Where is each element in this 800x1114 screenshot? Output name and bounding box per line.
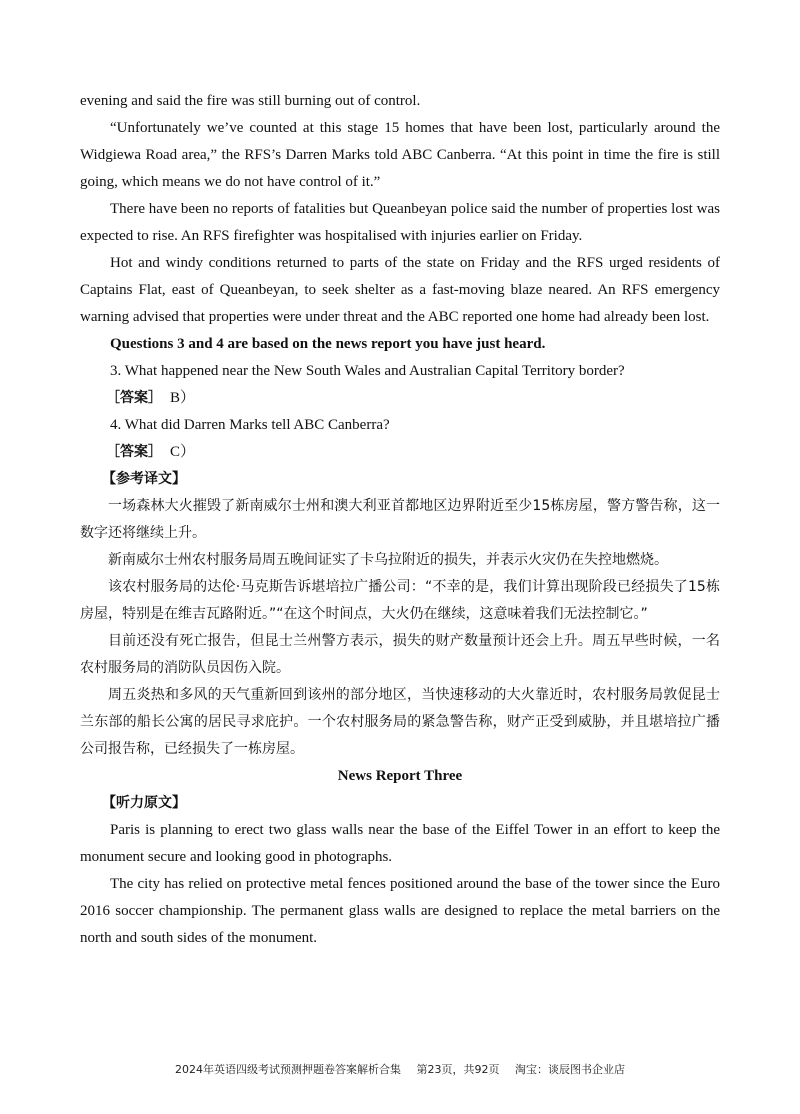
listening-transcript-heading: 【听力原文】 — [102, 795, 186, 811]
question-4: 4. What did Darren Marks tell ABC Canberra? — [110, 417, 390, 433]
paragraph-paris-glass-walls: Paris is planning to erect two glass walls near the base of the Eiffel Tower in an effort to keep the monument secure and looking good in photographs. — [80, 822, 720, 865]
footer-collection-title: 2024年英语四级考试预测押题卷答案解析合集 — [175, 1063, 401, 1076]
translation-paragraph-4: 目前还没有死亡报告，但昆士兰州警方表示，损失的财产数量预计还会上升。周五早些时候，一名农村服务局的消防队员因伤入院。 — [80, 633, 720, 676]
translation-paragraph-5: 周五炎热和多风的天气重新回到该州的部分地区，当快速移动的大火靠近时，农村服务局敦促昆士兰东部的船长公寓的居民寻求庇护。一个农村服务局的紧急警告称，财产正受到威胁，并且堪培拉广播公司报告称，已经损失了一栋房屋。 — [80, 687, 720, 757]
answer-label: ［答案］ — [106, 444, 162, 460]
paragraph-metal-fences: The city has relied on protective metal fences positioned around the base of the tower since the Euro 2016 soccer championship. The permanent glass walls are designed to replace the metal barriers on the north and south sides of the monument. — [80, 876, 720, 946]
footer-shop: 淘宝：谈辰图书企业店 — [515, 1063, 625, 1076]
paragraph-no-fatalities: There have been no reports of fatalities but Queanbeyan police said the number of properties lost was expected to rise. An RFS firefighter was hospitalised with injuries earlier on Friday. — [80, 201, 720, 244]
paragraph-darren-marks-quote: “Unfortunately we’ve counted at this stage 15 homes that have been lost, particularly around the Widgiewa Road area,” the RFS’s Darren Marks told ABC Canberra. “At this point in time the fire is still going, which means we do not have control of it.” — [80, 120, 720, 190]
paragraph-hot-windy-conditions: Hot and windy conditions returned to parts of the state on Friday and the RFS urged residents of Captains Flat, east of Queanbeyan, to seek shelter as a fast-moving blaze neared. An RFS emergency warning advised that properties were under threat and the ABC reported one home had already been lost. — [80, 255, 720, 325]
answer-label: ［答案］ — [106, 390, 162, 406]
answer-value: B） — [170, 390, 196, 406]
translation-paragraph-1: 一场森林大火摧毁了新南威尔士州和澳大利亚首都地区边界附近至少15栋房屋，警方警告称，这一数字还将继续上升。 — [80, 498, 720, 541]
translation-heading: 【参考译文】 — [102, 471, 186, 487]
news-report-three-title: News Report Three — [337, 768, 463, 784]
question-4-answer — [80, 439, 720, 466]
translation-paragraph-3: 该农村服务局的达伦·马克斯告诉堪培拉广播公司：“不幸的是，我们计算出现阶段已经损失了15栋房屋，特别是在维吉瓦路附近。”“在这个时间点，大火仍在继续，这意味着我们无法控制它。” — [80, 579, 720, 622]
question-3: 3. What happened near the New South Wales and Australian Capital Territory border? — [110, 363, 625, 379]
page-content — [80, 88, 720, 952]
paragraph-fire-out-of-control: evening and said the fire was still burning out of control. — [80, 93, 421, 109]
question-3-answer — [80, 385, 720, 412]
page-footer — [0, 1062, 800, 1078]
footer-page-number: 第23页，共92页 — [416, 1063, 500, 1076]
translation-paragraph-2: 新南威尔士州农村服务局周五晚间证实了卡乌拉附近的损失，并表示火灾仍在失控地燃烧。 — [108, 552, 668, 568]
answer-value: C） — [170, 444, 196, 460]
questions-intro: Questions 3 and 4 are based on the news report you have just heard. — [110, 336, 546, 352]
